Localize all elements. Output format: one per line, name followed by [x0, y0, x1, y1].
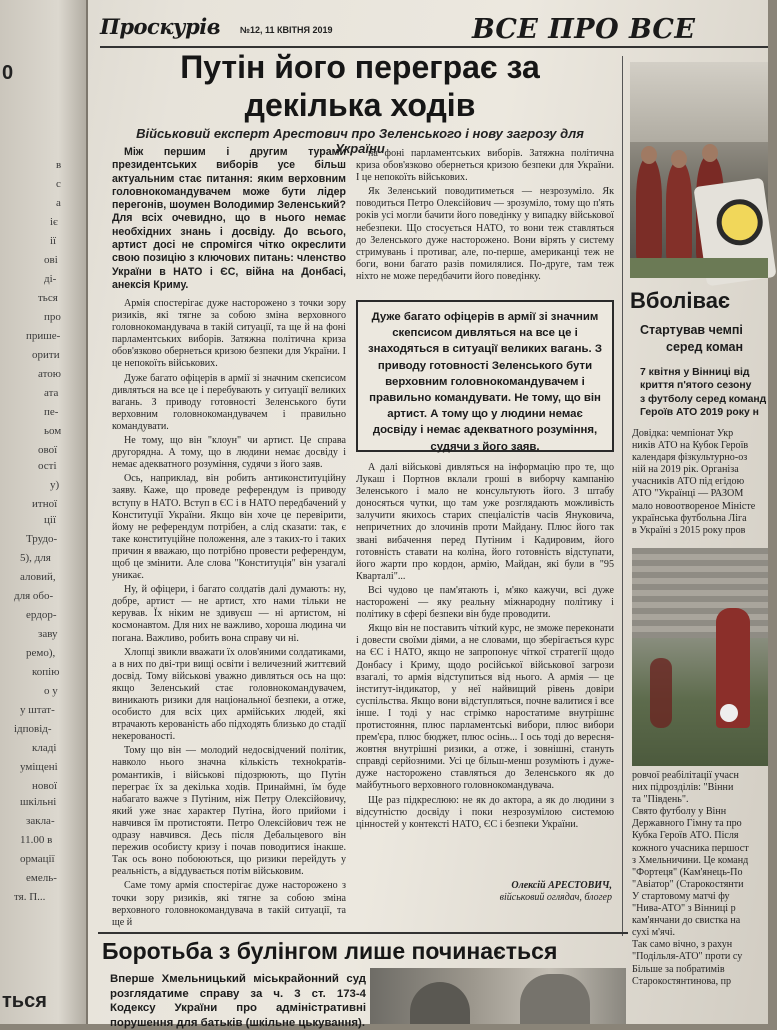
player-head	[702, 144, 718, 162]
sports-text-line: Довідка: чемпіонат Укр	[632, 428, 734, 439]
adjacent-page-fragment: о у	[44, 685, 58, 697]
photo-figure	[410, 982, 470, 1024]
article-paragraph: Як Зеленський поводитиметься — незрозуміло. Як поводиться Петро Олексійович — зрозуміло, тому що п'ять років усі могли бачити його поведінку у випадку військової небезпеки. Що стосується НАТО, то вони теж ставляться до Зеленського дуже настороженo. Вони вірять у систему стримувань і противаг, але, по-перше, американці теж не боги, вони багато разів помилялися. По-друге, там теж ніхто не може передбачити його поведінку.	[356, 186, 614, 282]
sports-text-column-2	[632, 770, 772, 988]
player-head	[671, 150, 687, 168]
sports-subheadline	[640, 322, 743, 356]
lead-paragraph: Між першим і другим турами президентських виборів усе більш актуальним стає питання: яким верховним головнокомандувачем може бути лідер перегонів, шоумен Володимир Зеленський? Для всіх очевидно, що в нього немає необхідних знань і досвіду. До всього, артист досі не спромігся чітко окреслити свою позицію з ключових питань: членство України в НАТО і ЄС, війна на Донбасі, анексія Криму.	[112, 146, 346, 291]
adjacent-page-number: 0	[2, 62, 14, 84]
adjacent-page-fragment: тя. П...	[14, 891, 46, 903]
adjacent-page-fragment: нової	[32, 780, 58, 792]
sports-text-line: кожного учасника першост	[632, 842, 749, 854]
adjacent-page-fragment: 5), для	[20, 552, 51, 564]
adjacent-page-fragment: ердор-	[26, 609, 57, 621]
sports-text-line: Старокостянтинова, пр	[632, 975, 732, 987]
sports-text-line: з Хмельничини. Це команд	[632, 854, 749, 866]
adjacent-page-strip	[0, 0, 88, 1024]
article-headline: Путін його перегрaє за декілька ходів	[180, 49, 540, 123]
article-column-1	[112, 298, 346, 928]
adjacent-page-fragment: ремо),	[26, 647, 56, 659]
adjacent-page-fragment: іє	[50, 216, 58, 228]
adjacent-page-fragment: ції	[44, 514, 56, 526]
sports-lead-line: з футболу серед команд	[640, 393, 767, 405]
adjacent-page-fragment: ії	[50, 235, 57, 247]
football-match-photo	[632, 548, 768, 766]
article-paragraph: Армія спостерігає дуже насторожено з точки зору ризиків, які тягне за собою зміна верховного головнокомандувача в такій ситуації, та ще й на фоні парламентських виборів. Затяжна політична криза обов'язково обернеться кризою безпеки для України. І це непокоїть військових.	[112, 298, 346, 370]
article-paragraph: Не тому, що він "клоун" чи артист. Це справа другорядна. А тому, що в людини немає досвіду і немає адекватного розуміння, судячи з його заяв.	[112, 435, 346, 471]
bottom-article-lead: Вперше Хмельницький міськрайонний суд розглядатиме справу за ч. 3 ст. 173-4 Кодексу України про адміністративні порушення для батьків (шкільне цькування).	[110, 973, 366, 1029]
bottom-article-photo	[370, 968, 626, 1024]
sports-lead	[640, 366, 766, 420]
adjacent-page-fragment: ові	[44, 254, 58, 266]
sports-text-line: "Нива-АТО" з Вінниці р	[632, 903, 736, 915]
adjacent-page-fragment: шкільні	[20, 796, 57, 808]
sports-text-line: "Подільля-АТО" проти су	[632, 951, 743, 963]
sports-text-column	[632, 428, 772, 537]
sports-text-line: Так само вiчно, з рахун	[632, 939, 733, 951]
adjacent-page-fragment: закла-	[26, 815, 55, 827]
sports-subheadline-line: Стартував чемпі	[640, 323, 743, 337]
player-figure	[650, 658, 672, 728]
adjacent-page-fragment: итної	[32, 498, 58, 510]
player-head	[641, 146, 657, 164]
pull-quote: Дуже багато офіцерів в армії зі значним скепсисом дивляться на все це і знаходяться в ситуації великих вагань. З приводу готовності Зеленського бути верховним головнокомандувачем і правильно командувати. Не тому, що він артист. А тому що у людини немає досвіду і немає адекватного розуміння, судячи з його заяв.	[356, 300, 614, 452]
adjacent-page-fragment: емель-	[26, 872, 57, 884]
sports-lead-line: 7 квітня у Вінниці від	[640, 367, 750, 378]
adjacent-page-fragment: 11.00 в	[20, 834, 53, 846]
article-paragraph: А далі військові дивляться на інформацію про те, що Лукаш і Портнов вклали гроші в виборчу кампанію Зеленського і мало не консультують його. З штабу доносяться чутки, що там уже розглядають можливість залучити якихось старих спеціалістів часів Януковича, непричетних до злочинів проти Майдану. Плюс його так звані вибачення перед Путіним і Кадировим, його готовність ставати на коліна, його готовність відступати, його жарти про кордон, армію, Майдан, які були в "95 Кварталі"...	[356, 462, 614, 582]
article-paragraph: на фоні парламентських виборів. Затяжна політична криза обов'язково обернеться кризою безпеки для України. І це непокоїть військових.	[356, 148, 614, 184]
article-paragraph: Ну, й офіцери, і багато солдатів далі думають: ну, добре, артист — не артист, хто нами тільки не керував. Їх ніким не здивуєш — ні артистом, ні космонавтом. Для них не важливо, хороша людина чи погана. Важливо, робить вона справу чи ні.	[112, 584, 346, 644]
adjacent-page-fragment: в	[56, 159, 62, 171]
sports-text-line: українська футбольна Ліга	[632, 512, 747, 524]
player-figure	[636, 158, 662, 262]
article-paragraph: Ось, наприклад, він робить антиконституційну заяву. Каже, що проведе референдум із приводу вступу в НАТО. Вступ в ЄС і в НАТО передбачений у Конституції України. Якщо він хоче це перевірити, йому не референдум потрібен, а слід сказати: так, є таке конституційне положення, але з таких-то і таких причин я вважаю, що потрібно провести референдум, щоб це змінити. Але слова "Конституція" він узагалі уникає.	[112, 473, 346, 582]
player-figure	[666, 162, 692, 262]
author-name: Олексій АРЕСТОВИЧ,	[511, 880, 612, 891]
sports-subheadline-line: серед коман	[666, 340, 744, 354]
sports-text-line: мало новоотвореное Міністе	[632, 500, 756, 512]
column-divider	[622, 56, 623, 936]
adjacent-page-fragment: ідповід-	[14, 723, 52, 735]
article-paragraph: Хлопці звикли вважати їх олов'яними солдатиками, а в них по дві-три вищі освіти і величезний життєвий досвід. Тому військові уважно дивляться ось на що: якщо Зеленський стає головнокомандувачем, виникають ризики для національної безпеки, а отже, особисто для всіх цих армійських людей, які втрачають керованість або підходять близько до стадії некерованості.	[112, 646, 346, 743]
article-paragraph: Тому що він — молодий недосвідчений політик, навколо нього значна кількість техноkратів-романтиків, і військові підозрюють, що Путін перегрaє їх за декілька ходів. Принаймні, їм буде набагато важче з Путіним, ніж Петру Олексійовичу, який уже знає характер Путіна, його прийоми і навчився їм протистояти. Петро Олексійович теж не одразу навчився. Десь після Дебальцевого він пережив особисту кризу і почав поводитися інакше. Так ось воно побоюються, що ризики перейдуть у реальність, а віддувається потім військовим.	[112, 745, 346, 878]
sports-text-line: ній на 2019 рік. Організа	[632, 464, 739, 476]
section-rubric: ВСЕ ПРО ВСЕ	[472, 14, 696, 45]
page-header	[96, 8, 768, 48]
sports-text-line: сухі м'ячі.	[632, 927, 676, 939]
photo-figure	[520, 974, 590, 1024]
football-icon	[720, 704, 738, 722]
adjacent-page-fragment: у штат-	[20, 704, 55, 716]
bottom-article-rule	[98, 932, 628, 934]
adjacent-page-fragment: про	[44, 311, 61, 323]
adjacent-page-fragment: аловий,	[20, 571, 56, 583]
adjacent-page-fragment: орити	[32, 349, 60, 361]
sports-text-line: в Україні з 2015 року пров	[632, 524, 746, 536]
author-role: військовий оглядач, блогер	[499, 892, 612, 903]
newspaper-logo: Проскурів	[100, 14, 221, 39]
article-subhead: Військовий експерт Арестович про Зеленського і нову загрозу для України	[136, 126, 584, 156]
adjacent-page-fragment: атою	[38, 368, 61, 380]
sports-text-line: та "Південь".	[632, 794, 689, 806]
author-signature	[356, 880, 612, 904]
adjacent-page-fragment: пе-	[44, 406, 59, 418]
adjacent-page-fragment: ді-	[44, 273, 57, 285]
adjacent-page-fragment: ормації	[20, 853, 55, 865]
article-lead	[112, 146, 346, 292]
sports-text-line: "Авіатор" (Старокостянти	[632, 878, 744, 890]
adjacent-page-fragment: ьом	[44, 425, 62, 437]
adjacent-page-fragment: заву	[38, 628, 58, 640]
sports-text-line: У стартовому матчі фу	[632, 890, 730, 902]
article-column-2-bottom	[356, 462, 614, 874]
adjacent-page-fragment: кладі	[32, 742, 57, 754]
adjacent-page-fragment: копію	[32, 666, 60, 678]
article-paragraph: Всі чудово це пам'ятають і, м'яко кажучи, всі дуже насторожені — яку реальну міжнародну політику і політику в сфері безпеки він буде проводити.	[356, 584, 614, 621]
adjacent-page-fragment: с	[56, 178, 61, 190]
adjacent-page-fragment: ться	[38, 292, 58, 304]
adjacent-page-bottom-fragment: ться	[2, 990, 47, 1012]
photo-background	[630, 62, 768, 142]
pitch	[630, 258, 768, 278]
adjacent-page-fragment: прише-	[26, 330, 61, 342]
sports-headline: Вболіває	[630, 288, 731, 313]
article-paragraph: Ще раз підкреслюю: не як до актора, а як до людини з відсутністю досвіду і поки незрозумілою системою цінностей у контексті НАТО, ЄС і безпеки України.	[356, 794, 614, 830]
football-team-photo	[630, 62, 768, 278]
issue-date: №12, 11 КВІТНЯ 2019	[240, 25, 333, 35]
sports-text-line: кам'янчани до свистка на	[632, 915, 741, 927]
article-paragraph: Дуже багато офіцерів в армії зі значним скепсисом дивляться на все це і перебувають у ситуації великих вагань. З приводу готовності Зеленського бути верховним головнокомандувачем і правильно командувати.	[112, 372, 346, 432]
adjacent-page-fragment: у)	[50, 479, 60, 491]
sports-lead-line: Героїв АТО 2019 року н	[640, 407, 759, 419]
adjacent-page-fragment: Трудо-	[26, 533, 58, 545]
adjacent-page-fragment: а	[56, 197, 61, 209]
sports-text-line: Державного Гімну та про	[632, 818, 742, 830]
sports-text-line: календаря фізкультурно-оз	[632, 452, 748, 464]
adjacent-page-fragment: уміщені	[20, 761, 58, 773]
article-paragraph: Якщо він не поставить чіткий курс, не зможе переконати і довести своїми діями, а не словами, що зберігається курс на ЄС і НАТО, якщо не запропонує чіткої стратегії щодо Донбасу і Криму, щодо російської військової загрози взагалі, то армія відступиться від нього. А армія — це інститут-індикатор, у неї найвищий рівень довіри суспільства. Якщо вони відступляться, почне валитися і все інше. І тоді у нас стрімко наростатиме внутрішнє протистояння, плюс парламентські вибори, плюс вибори прем'єра, плюс бюджет, плюс осінь... І ось тоді до вересня-жовтня внутрішні ризики, а отже, і зовнішні, стануть справді серйозними. Усі це більш-менш розуміють і дуже-дуже насторожено ставляться до Зеленського як до майбутнього верховного головнокомандувача.	[356, 623, 614, 792]
sports-text-line: ровчої реабілітації учасн	[632, 770, 739, 781]
article-column-2-top	[356, 148, 614, 294]
sports-text-line: Кубка Героїв АТО. Після	[632, 830, 739, 842]
sports-text-line: учасників АТО під егідою	[632, 476, 745, 488]
sports-text-line: Більше за побратимів	[632, 963, 725, 975]
sports-lead-line: криття п'ятого сезону	[640, 380, 752, 392]
adjacent-page-fragment: ової	[38, 444, 58, 456]
sports-text-line: них підрозділів: "Вінни	[632, 782, 734, 794]
bottom-article-headline: Боротьба з булінгом лише починається	[102, 938, 558, 964]
adjacent-page-fragment: для обо-	[14, 590, 54, 602]
adjacent-page-fragment: ата	[44, 387, 59, 399]
sports-text-line: АТО "Українці — РАЗОМ	[632, 488, 744, 500]
adjacent-page-fragment: ості	[38, 460, 57, 472]
flag-emblem-icon	[714, 196, 766, 248]
sports-text-line: ників АТО на Кубок Героїв	[632, 440, 749, 452]
article-paragraph: Саме тому армія спостерігає дуже насторожено з точки зору ризиків, які тягне за собою зміна верховного головнокомандувача в такій ситуації, та ще й	[112, 880, 346, 928]
sports-text-line: Свято футболу у Вінн	[632, 806, 727, 818]
sports-text-line: "Фортеця" (Кам'янець-По	[632, 866, 743, 878]
